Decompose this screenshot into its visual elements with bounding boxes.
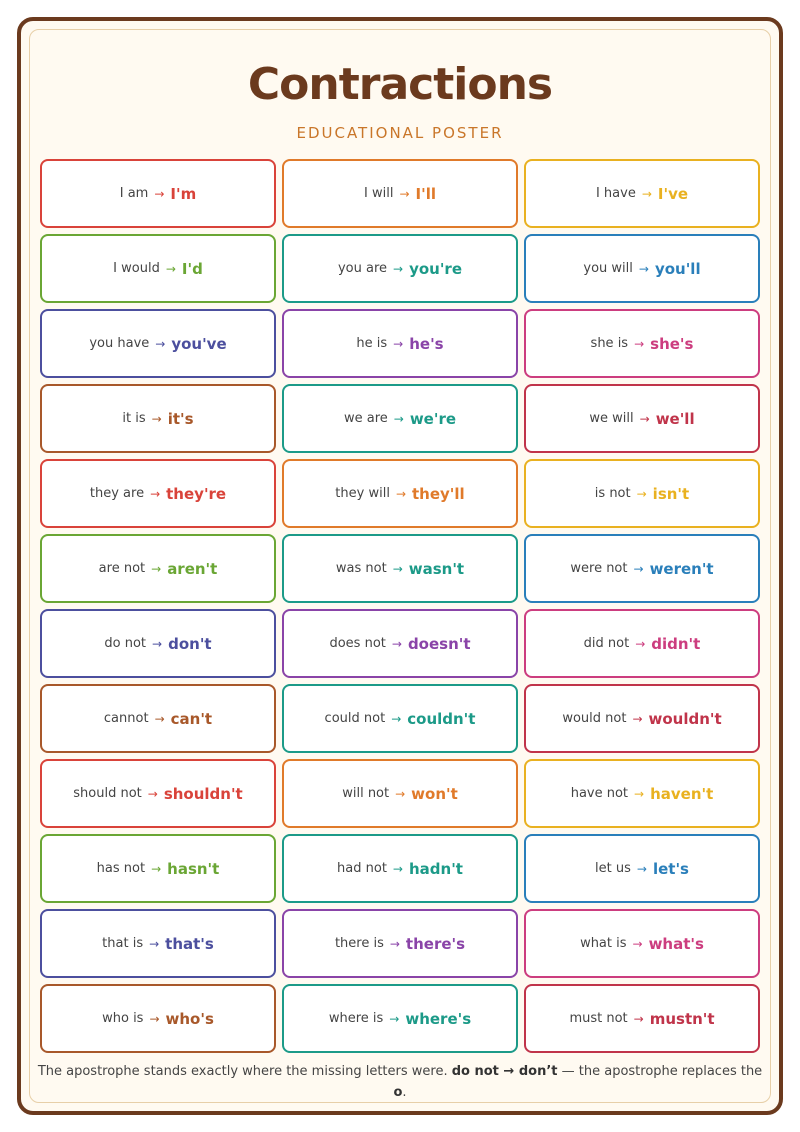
footer-example: do not → don’t: [451, 1064, 558, 1079]
contracted-form: you're: [409, 259, 463, 278]
contracted-form: what's: [648, 934, 704, 953]
contracted-form: we'll: [655, 409, 695, 428]
arrow-icon: →: [389, 936, 400, 951]
contraction-card: [282, 909, 518, 978]
arrow-icon: →: [392, 561, 403, 576]
contraction-card: [524, 609, 760, 678]
full-form: you are: [337, 261, 388, 276]
full-form: must not: [569, 1011, 628, 1026]
contraction-card: [524, 384, 760, 453]
contracted-form: hadn't: [408, 859, 463, 878]
contraction-card: [282, 834, 518, 903]
contraction-card: [524, 159, 760, 228]
arrow-icon: →: [633, 561, 644, 576]
contracted-form: where's: [405, 1009, 472, 1028]
arrow-icon: →: [392, 861, 403, 876]
contraction-card: [40, 759, 276, 828]
contracted-form: you'll: [654, 259, 701, 278]
contraction-card: [40, 159, 276, 228]
full-form: would not: [562, 711, 627, 726]
contraction-card: [524, 984, 760, 1053]
contraction-card: [524, 234, 760, 303]
contracted-form: I'll: [415, 184, 436, 203]
full-form: she is: [590, 336, 629, 351]
arrow-icon: →: [393, 261, 404, 276]
full-form: cannot: [103, 711, 149, 726]
full-form: were not: [570, 561, 628, 576]
full-form: let us: [595, 861, 631, 876]
contraction-card: [40, 384, 276, 453]
contraction-card: [40, 684, 276, 753]
contraction-card: [40, 459, 276, 528]
contraction-card: [282, 234, 518, 303]
arrow-icon: →: [165, 261, 176, 276]
contracted-form: shouldn't: [163, 784, 243, 803]
arrow-icon: →: [149, 936, 160, 951]
contracted-form: she's: [650, 334, 694, 353]
full-form: what is: [580, 936, 627, 951]
contractions-grid: [40, 159, 760, 1053]
contracted-form: won't: [411, 784, 458, 803]
arrow-icon: →: [391, 711, 402, 726]
full-form: are not: [98, 561, 146, 576]
arrow-icon: →: [633, 1011, 644, 1026]
contraction-card: [282, 609, 518, 678]
contracted-form: I'd: [181, 259, 203, 278]
arrow-icon: →: [155, 336, 166, 351]
contracted-form: they're: [166, 484, 227, 503]
contraction-card: [40, 309, 276, 378]
arrow-icon: →: [636, 486, 647, 501]
contracted-form: you've: [171, 334, 227, 353]
contracted-form: I've: [657, 184, 689, 203]
full-form: could not: [324, 711, 386, 726]
full-form: where is: [328, 1011, 384, 1026]
arrow-icon: →: [395, 486, 406, 501]
full-form: do not: [104, 636, 147, 651]
contracted-form: that's: [165, 934, 214, 953]
contracted-form: haven't: [650, 784, 714, 803]
full-form: should not: [73, 786, 142, 801]
contraction-card: [282, 984, 518, 1053]
arrow-icon: →: [154, 711, 165, 726]
poster-title: Contractions: [247, 59, 553, 110]
contraction-card: [40, 909, 276, 978]
full-form: there is: [334, 936, 384, 951]
contraction-card: [282, 384, 518, 453]
arrow-icon: →: [635, 636, 646, 651]
arrow-icon: →: [393, 336, 404, 351]
full-form: he is: [356, 336, 388, 351]
contraction-card: [524, 834, 760, 903]
contraction-card: [282, 309, 518, 378]
full-form: is not: [594, 486, 631, 501]
contracted-form: wasn't: [408, 559, 465, 578]
full-form: will not: [342, 786, 390, 801]
arrow-icon: →: [391, 636, 402, 651]
arrow-icon: →: [632, 711, 643, 726]
poster-subtitle: EDUCATIONAL POSTER: [296, 124, 504, 142]
contraction-card: [282, 684, 518, 753]
contraction-card: [524, 909, 760, 978]
full-form: it is: [122, 411, 146, 426]
contracted-form: can't: [170, 709, 213, 728]
arrow-icon: →: [154, 186, 165, 201]
arrow-icon: →: [389, 1011, 400, 1026]
full-form: you will: [583, 261, 633, 276]
contraction-card: [40, 984, 276, 1053]
arrow-icon: →: [149, 1011, 160, 1026]
contraction-card: [282, 759, 518, 828]
full-form: they will: [335, 486, 390, 501]
contracted-form: I'm: [170, 184, 197, 203]
full-form: we are: [343, 411, 388, 426]
full-form: I will: [364, 186, 394, 201]
contracted-form: didn't: [651, 634, 701, 653]
arrow-icon: →: [147, 786, 158, 801]
full-form: I am: [119, 186, 149, 201]
contraction-card: [524, 459, 760, 528]
arrow-icon: →: [152, 636, 163, 651]
contraction-card: [524, 534, 760, 603]
contraction-card: [282, 459, 518, 528]
contracted-form: we're: [409, 409, 457, 428]
contracted-form: couldn't: [407, 709, 476, 728]
arrow-icon: →: [639, 411, 650, 426]
arrow-icon: →: [151, 861, 162, 876]
contracted-form: weren't: [649, 559, 714, 578]
full-form: has not: [96, 861, 146, 876]
footer-text-before: The apostrophe stands exactly where the missing letters were.: [37, 1064, 452, 1079]
full-form: did not: [583, 636, 630, 651]
contraction-card: [524, 684, 760, 753]
arrow-icon: →: [632, 936, 643, 951]
arrow-icon: →: [395, 786, 406, 801]
contracted-form: let's: [652, 859, 689, 878]
contracted-form: isn't: [652, 484, 690, 503]
contraction-card: [524, 309, 760, 378]
arrow-icon: →: [150, 486, 161, 501]
contracted-form: don't: [168, 634, 212, 653]
arrow-icon: →: [151, 561, 162, 576]
arrow-icon: →: [634, 786, 645, 801]
contracted-form: aren't: [167, 559, 218, 578]
full-form: I have: [595, 186, 636, 201]
contracted-form: he's: [409, 334, 444, 353]
arrow-icon: →: [634, 336, 645, 351]
full-form: who is: [102, 1011, 144, 1026]
full-form: have not: [570, 786, 629, 801]
contracted-form: there's: [405, 934, 466, 953]
footer-note: [30, 1061, 770, 1103]
contraction-card: [282, 534, 518, 603]
arrow-icon: →: [636, 861, 647, 876]
full-form: I would: [113, 261, 160, 276]
full-form: we will: [589, 411, 634, 426]
contraction-card: [524, 759, 760, 828]
full-form: does not: [329, 636, 386, 651]
contracted-form: who's: [165, 1009, 214, 1028]
full-form: you have: [89, 336, 150, 351]
full-form: was not: [335, 561, 387, 576]
footer-letter: o: [393, 1085, 403, 1100]
contracted-form: hasn't: [167, 859, 220, 878]
arrow-icon: →: [641, 186, 652, 201]
contracted-form: they'll: [412, 484, 465, 503]
contracted-form: it's: [167, 409, 194, 428]
full-form: that is: [102, 936, 144, 951]
full-form: had not: [337, 861, 387, 876]
arrow-icon: →: [638, 261, 649, 276]
contracted-form: wouldn't: [648, 709, 722, 728]
full-form: they are: [89, 486, 145, 501]
arrow-icon: →: [393, 411, 404, 426]
contraction-card: [40, 609, 276, 678]
contracted-form: mustn't: [649, 1009, 715, 1028]
arrow-icon: →: [399, 186, 410, 201]
contracted-form: doesn't: [407, 634, 471, 653]
contraction-card: [40, 834, 276, 903]
contraction-card: [282, 159, 518, 228]
contraction-card: [40, 534, 276, 603]
footer-text-after: — the apostrophe replaces the: [557, 1064, 763, 1079]
arrow-icon: →: [151, 411, 162, 426]
contraction-card: [40, 234, 276, 303]
footer-period: .: [402, 1085, 407, 1100]
